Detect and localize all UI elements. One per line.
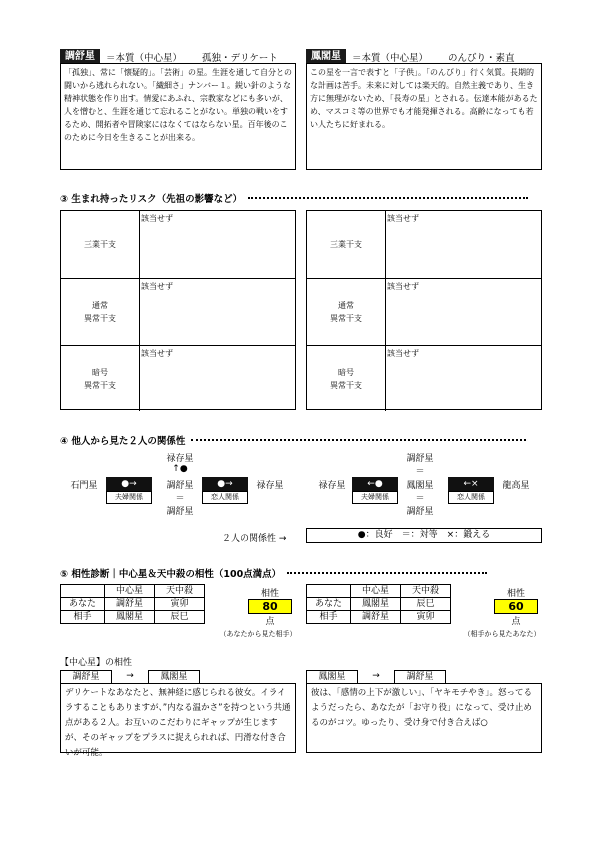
table-header: 天中殺 (401, 585, 451, 598)
section3-dots (248, 197, 528, 199)
table-cell: 相手 (61, 611, 105, 624)
score-label-left: 相性 (260, 589, 279, 599)
table-cell: 鳳閣星 (105, 611, 155, 624)
right-star-desc: この星を一言で表すと「子供」。「のんびり」行く気質。長期的な計画は苦手。未来に対しては楽天的。自然主義であり、生き方に無理がないため、「長寿の星」とされる。伝達本能があるため、マスコミ等の世界でも才能発揮される。高齢になっても若い人たちに好まれる。 (310, 68, 538, 129)
rel-right-start-star: 禄存星 (318, 481, 346, 491)
compat-right-box (306, 683, 542, 753)
rel-right-sub1: 夫婦関係 (352, 491, 398, 504)
relation-legend: ●：良好 ＝：対等 ×：鍛える (306, 528, 542, 543)
table-cell: 鳳閣星 (351, 598, 401, 611)
table-cell: 相手 (307, 611, 351, 624)
compat-right-to: 調舒星 (394, 670, 446, 684)
rel-right-eq2: ＝ (415, 494, 425, 504)
compat-table-left (60, 584, 205, 624)
right-star-header (306, 49, 515, 64)
section5-title (60, 566, 487, 580)
risk-row (61, 345, 295, 411)
compat-right-arrow: → (372, 671, 380, 681)
table-header: 中心星 (105, 585, 155, 598)
section4-title-text: ④ 他人から見た２人の関係性 (60, 436, 186, 447)
score-left: 80 (248, 599, 292, 614)
rel-left-top-star: 禄存星 (166, 454, 194, 464)
section4-dots (191, 439, 526, 441)
score-unit-left: 点 (265, 617, 275, 627)
risk-value: 該当せず (141, 349, 173, 358)
left-star-desc: 「孤独」、常に「懐疑的」。「芸術」の星。生涯を通して自分との闘いから逃れられない。「繊細さ」ナンバー１。鋭い針のような精神状態を作り出す。情愛にあふれ、宗教家などにも多いが、人を憎むと、生涯を通じて忘れることがない。単独の戦いをするため、開拓者や冒険家にはなくてはならない星。百年後のこのために今日を生きることが出来る。 (64, 68, 292, 142)
right-star-tag: 鳳閣星 (306, 49, 346, 64)
left-star-header (60, 49, 278, 64)
rel-right-sub2: 恋人関係 (448, 491, 494, 504)
table-cell: 調舒星 (105, 598, 155, 611)
compat-left-box (60, 683, 296, 758)
rel-left-eq: ＝ (175, 494, 185, 504)
rel-left-sub2: 恋人関係 (202, 491, 248, 504)
compat-left-arrow: → (126, 671, 134, 681)
risk-row (307, 211, 541, 278)
table-header: 中心星 (351, 585, 401, 598)
left-star-desc-box (60, 63, 296, 170)
section3-title (60, 191, 528, 205)
table-cell: 辰巳 (155, 611, 205, 624)
compat-title: 【中心星】の相性 (60, 658, 133, 668)
score-note-right: （相手から見たあなた） (463, 630, 541, 638)
compat-table-right (306, 584, 451, 624)
table-cell: 寅卯 (155, 598, 205, 611)
table-cell: あなた (307, 598, 351, 611)
rel-right-box2: ←× (448, 477, 494, 491)
score-note-left: （あなたから見た相手） (219, 630, 297, 638)
section4-title (60, 433, 526, 447)
risk-table-left (60, 210, 296, 410)
risk-value: 該当せず (387, 214, 419, 223)
table-header (61, 585, 105, 598)
risk-label: 通常 異常干支 (61, 279, 140, 345)
risk-table-right (306, 210, 542, 410)
section5-dots (287, 572, 487, 574)
risk-row (307, 278, 541, 345)
rel-left-bottom-star: 調舒星 (166, 507, 194, 517)
right-star-desc-box (306, 63, 542, 170)
compat-left-from: 調舒星 (60, 670, 112, 684)
rel-left-center-star: 調舒星 (166, 481, 194, 491)
rel-right-box1: ←● (352, 477, 398, 491)
compat-right-from: 鳳閣星 (306, 670, 358, 684)
rel-right-eq1: ＝ (415, 467, 425, 477)
risk-value: 該当せず (387, 282, 419, 291)
section5-title-text: ⑤ 相性診断｜中心星＆天中殺の相性（100点満点） (60, 569, 282, 580)
table-cell: あなた (61, 598, 105, 611)
rel-left-up-arrow: ↑● (172, 464, 188, 474)
table-row (307, 598, 451, 611)
compat-right-text: 彼は、「感情の上下が激しい」、「ヤキモチやき」。怒ってるようだったら、あなたが「お守り役」になって、受け止めるのがコツ。ゆったり、受け身で付き合えば○ (311, 688, 533, 728)
left-star-keywords: 孤独・デリケート (202, 52, 278, 64)
table-header (307, 585, 351, 598)
table-cell: 辰巳 (401, 598, 451, 611)
risk-value: 該当せず (387, 349, 419, 358)
risk-row (61, 278, 295, 345)
rel-right-bottom-star: 調舒星 (406, 507, 434, 517)
score-label-right: 相性 (506, 589, 525, 599)
table-cell: 調舒星 (351, 611, 401, 624)
left-star-tag: 調舒星 (60, 49, 100, 64)
risk-value: 該当せず (141, 214, 173, 223)
rel-right-top-star: 調舒星 (406, 454, 434, 464)
rel-left-end-star: 禄存星 (256, 481, 284, 491)
rel-right-center-star: 鳳閣星 (406, 481, 434, 491)
risk-label: 三業干支 (307, 211, 386, 278)
score-unit-right: 点 (511, 617, 521, 627)
section3-title-text: ③ 生まれ持ったリスク（先祖の影響など） (60, 194, 243, 205)
table-row (307, 611, 451, 624)
table-row (61, 611, 205, 624)
compat-left-text: デリケートなあなたと、無神経に感じられる彼女。イライラすることもありますが、”内なる温かさ”を持つという共通点がある２人。お互いのこだわりにギャップが生じますが、そのギャップをプラスに捉えられれば、円滑な付き合いが可能。 (65, 688, 291, 758)
compat-left-to: 鳳閣星 (148, 670, 200, 684)
risk-label: 暗号 異常干支 (61, 346, 140, 411)
relation-legend-label: ２人の関係性 → (222, 534, 287, 544)
left-star-eq: ＝本質（中心星） (106, 52, 183, 64)
right-star-keywords: のんびり・素直 (448, 52, 515, 64)
risk-label: 通常 異常干支 (307, 279, 386, 345)
score-right: 60 (494, 599, 538, 614)
right-star-eq: ＝本質（中心星） (352, 52, 429, 64)
risk-row (61, 211, 295, 278)
rel-left-sub1: 夫婦関係 (106, 491, 152, 504)
table-row (61, 585, 205, 598)
rel-left-box2: ●→ (202, 477, 248, 491)
rel-left-start-star: 石門星 (70, 481, 98, 491)
table-header: 天中殺 (155, 585, 205, 598)
table-row (61, 598, 205, 611)
rel-right-end-star: 龍高星 (502, 481, 530, 491)
risk-label: 三業干支 (61, 211, 140, 278)
table-cell: 寅卯 (401, 611, 451, 624)
risk-label: 暗号 異常干支 (307, 346, 386, 411)
rel-left-box1: ●→ (106, 477, 152, 491)
table-row (307, 585, 451, 598)
risk-row (307, 345, 541, 411)
risk-value: 該当せず (141, 282, 173, 291)
